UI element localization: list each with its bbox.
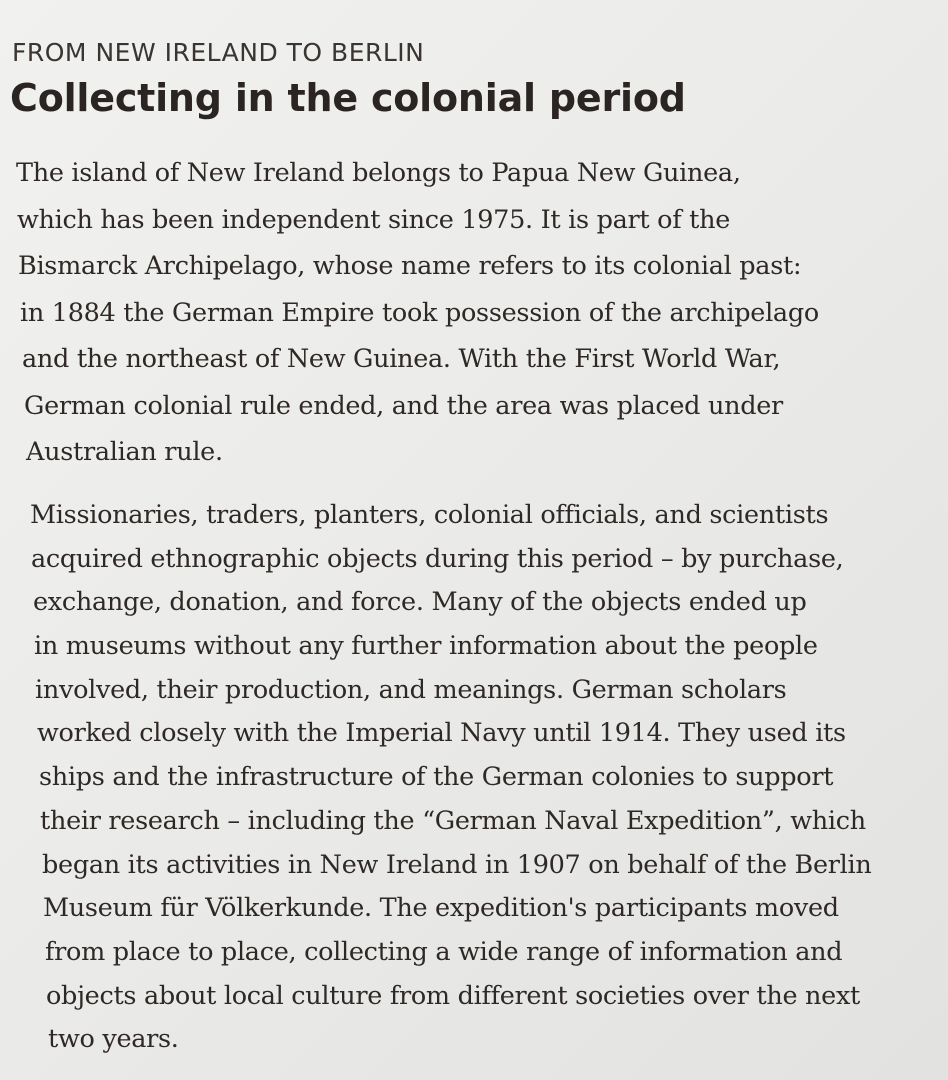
paragraph-line: exchange, donation, and force. Many of the objects ended up <box>33 587 807 618</box>
paragraph-intro <box>16 150 941 476</box>
paragraph-line: German colonial rule ended, and the area was placed under <box>24 390 783 421</box>
paragraph-line: The island of New Ireland belongs to Papua New Guinea, <box>16 158 741 188</box>
paragraph-line: ships and the infrastructure of the German colonies to support <box>39 762 834 793</box>
paragraph-line: in museums without any further information about the people <box>34 631 818 662</box>
paragraph-line: Museum für Völkerkunde. The expedition's participants moved <box>43 893 839 924</box>
paragraph-line: and the northeast of New Guinea. With the First World War, <box>22 344 781 374</box>
paragraph-line: which has been independent since 1975. It is part of the <box>17 204 731 235</box>
paragraph-line: Missionaries, traders, planters, colonial officials, and scientists <box>30 500 829 530</box>
paragraph-line: Bismarck Archipelago, whose name refers to its colonial past: <box>18 251 802 281</box>
paragraph-line: in 1884 the German Empire took possession of the archipelago <box>20 297 819 328</box>
panel-kicker: FROM NEW IRELAND TO BERLIN <box>12 38 425 67</box>
paragraph-line: Australian rule. <box>26 437 223 467</box>
paragraph-line: objects about local culture from different societies over the next <box>46 980 860 1011</box>
paragraph-line: involved, their production, and meanings. German scholars <box>35 674 787 705</box>
paragraph-line: began its activities in New Ireland in 1907 on behalf of the Berlin <box>42 849 872 880</box>
paragraph-line: from place to place, collecting a wide range of information and <box>45 936 843 967</box>
paragraph-line: worked closely with the Imperial Navy until 1914. They used its <box>37 718 846 749</box>
panel-title: Collecting in the colonial period <box>10 76 686 120</box>
paragraph-line: their research – including the “German Naval Expedition”, which <box>40 805 866 836</box>
paragraph-line: two years. <box>48 1024 179 1055</box>
paragraph-line: acquired ethnographic objects during this period – by purchase, <box>31 543 844 574</box>
paragraph-collecting <box>30 494 945 1062</box>
